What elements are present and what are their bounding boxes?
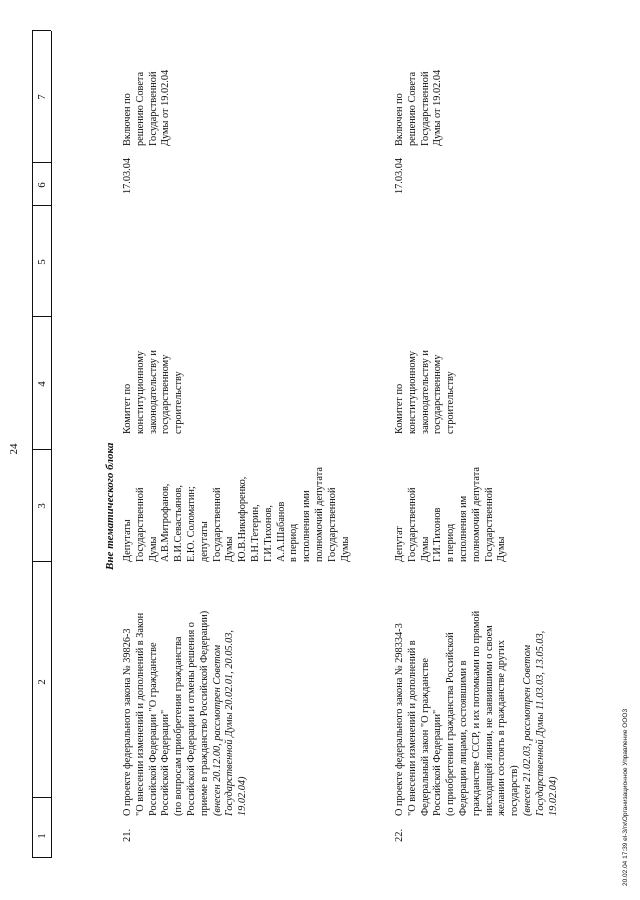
header-col-divider-0 — [32, 857, 51, 858]
row-number: 21. — [122, 828, 133, 842]
header-bottom-border — [51, 31, 52, 858]
bill-authors: Депутаты Государственной Думы А.В.Митрофанов, В.И.Севастьянов, Е.Ю. Соломатин; депутаты Государственной Думы Ю.В.Никифоренко, В.Н.Тетерин, Г.И.Тихонов, А.А.Шабанов в период исполнения ими полномочий депутата Государственной Думы — [122, 467, 351, 562]
column-number-2: 2 — [36, 679, 48, 685]
consideration-date: 17.03.04 — [122, 157, 133, 194]
responsible-committee: Комитет по конституционному законодательству и государственному строительству — [122, 350, 185, 434]
remark: Включен по решению Совета Государственной Думы от 19.02.04 — [394, 69, 444, 146]
page-number: 24 — [8, 443, 20, 455]
column-number-6: 6 — [36, 182, 48, 188]
bill-title: О проекте федерального закона № 298334-3 "О внесении изменений и дополнений в Федеральный закон "О гражданстве Российской Федерации" (о приобретении гражданства Российской Федерации лицами, состоявшими в гражданстве СССР, и их потомками по прямой нисходящей линии, не заявившими о своем желании состоять в гражданстве других государств) (внесен 21.02.03, рассмотрен Советом Государственной Думы 11.03.03, 13.05.03, 19.02.04) — [394, 610, 559, 816]
consideration-date: 17.03.04 — [394, 157, 405, 194]
header-col-divider-4 — [32, 316, 51, 317]
column-number-5: 5 — [36, 259, 48, 265]
bill-authors: Депутат Государственной Думы Г.И.Тихонов в период исполнения им полномочий депутата Государственной Думы — [394, 467, 508, 562]
block-title: Вне тематического блока — [104, 442, 116, 570]
header-col-divider-1 — [32, 797, 51, 798]
header-col-divider-2 — [32, 561, 51, 562]
header-top-border — [32, 31, 33, 858]
bill-title: О проекте федерального закона № 39826-3 "О внесении изменений и дополнений в Закон Российской Федерации "О гражданстве Российской Федерации" (по вопросам приобретения гражданства Российской Федерации и отмены решения о приеме в гражданство Российской Федерации) (внесен 20.12.00, рассмотрен Советом Государственной Думы 20.02.01, 20.05.03, 19.02.04) — [122, 610, 249, 816]
header-col-divider-5 — [32, 205, 51, 206]
row-number: 22. — [394, 828, 405, 842]
header-col-divider-6 — [32, 162, 51, 163]
column-number-7: 7 — [36, 94, 48, 100]
header-col-divider-7 — [32, 30, 51, 31]
column-number-3: 3 — [36, 503, 48, 509]
responsible-committee: Комитет по конституционному законодательству и государственному строительству — [394, 350, 457, 434]
remark: Включен по решению Совета Государственной Думы от 19.02.04 — [122, 69, 172, 146]
column-number-1: 1 — [36, 833, 48, 839]
page-footer: 20.02.04 17:39 el-3/гк\Организационное Управление OOO3 — [622, 708, 629, 886]
header-col-divider-3 — [32, 449, 51, 450]
column-number-4: 4 — [36, 381, 48, 387]
